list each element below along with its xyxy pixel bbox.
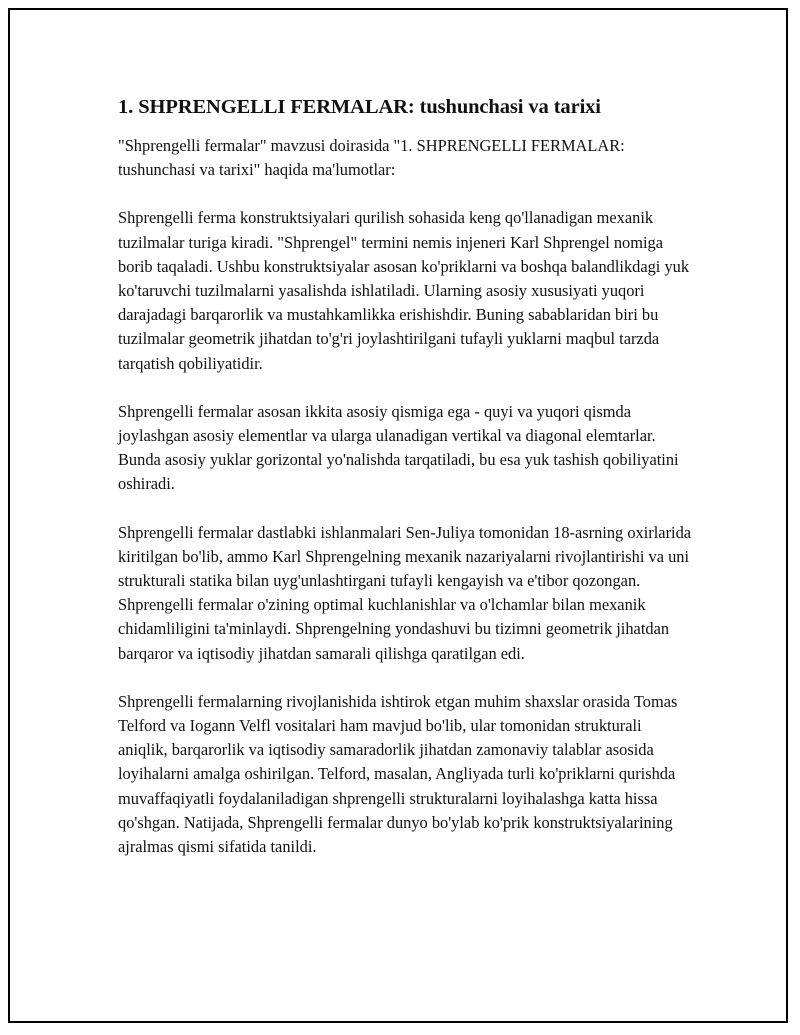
document-title: 1. SHPRENGELLI FERMALAR: tushunchasi va tarixi xyxy=(118,96,601,118)
paragraph-contributors: Shprengelli fermalarning rivojlanishida ishtirok etgan muhim shaxslar orasida Tomas Telford va Iogann Velfl vositalari ham mavjud bo'lib, ular tomonidan strukturali aniqlik, barqarorlik va iqtisodiy samaradorlik jihatdan zamonaviy talablar asosida loyihalarni amalga oshirilgan. Telford, masalan, Angliyada turli ko'priklarni qurishda muvaffaqiyatli foydalaniladigan shprengelli strukturalarni loyihalashga katta hissa qo'shgan. Natijada, Shprengelli fermalar dunyo bo'ylab ko'prik konstruktsiyalarining ajralmas qismi sifatida tanildi. xyxy=(118,691,678,857)
paragraph-structure: Shprengelli fermalar asosan ikkita asosiy qismiga ega - quyi va yuqori qismda joylashgan asosiy elementlar va ularga ulanadigan vertikal va diagonal elemtarlar. Bunda asosiy yuklar gorizontal yo'nalishda tarqatiladi, bu esa yuk tashish qobiliyatini oshiradi. xyxy=(118,401,679,494)
document-body xyxy=(118,94,692,883)
paragraph-history: Shprengelli fermalar dastlabki ishlanmalari Sen-Juliya tomonidan 18-asrning oxirlarida kiritilgan bo'lib, ammo Karl Shprengelning mexanik nazariyalarni rivojlantirishi va uni strukturali statika bilan uyg'unlashtirgani tufayli kengayish va e'tibor qozongan. Shprengelli fermalar o'zining optimal kuchlanishlar va o'lchamlar bilan mexanik chidamliligini ta'minlaydi. Shprengelning yondashuvi bu tizimni geometrik jihatdan barqaror va iqtisodiy jihatdan samarali qilishga qaratilgan edi. xyxy=(118,522,692,663)
paragraph-definition: Shprengelli ferma konstruktsiyalari qurilish sohasida keng qo'llanadigan mexanik tuzilmalar turiga kiradi. "Shprengel" termini nemis injeneri Karl Shprengel nomiga borib taqaladi. Ushbu konstruktsiyalar asosan ko'priklarni va boshqa balandlikdagi yuk ko'taruvchi tuzilmalarni yasalishda ishlatiladi. Ularning asosiy xususiyati yuqori darajadagi barqarorlik va mustahkamlikka erishishdir. Buning sabablaridan biri bu tuzilmalar geometrik jihatdan to'g'ri joylashtirilgani tufayli yuklarni maqbul tarzda tarqatish qobiliyatidir. xyxy=(118,208,690,373)
intro-paragraph: "Shprengelli fermalar" mavzusi doirasida "1. SHPRENGELLI FERMALAR: tushunchasi va tarixi" haqida ma'lumotlar: xyxy=(118,136,625,180)
